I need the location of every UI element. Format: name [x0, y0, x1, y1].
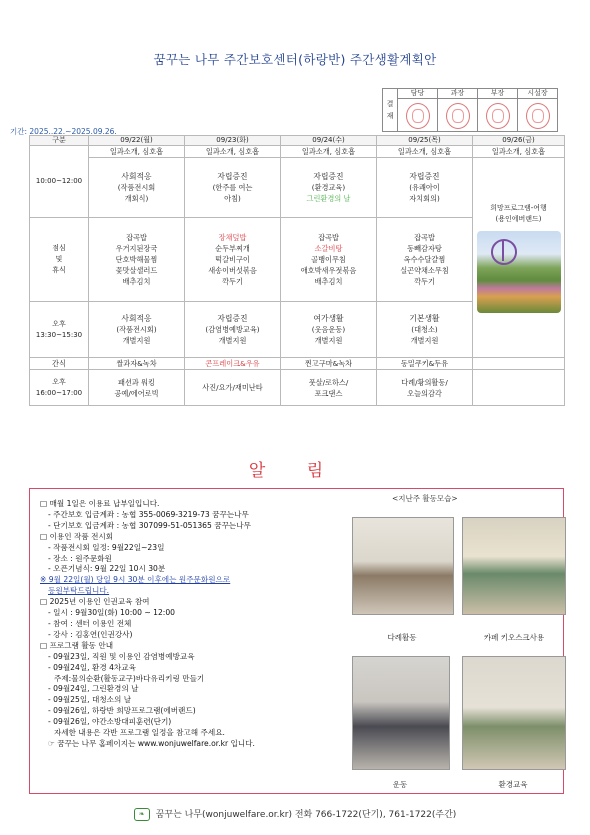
notice-line: 주제:물의순환(활동교구)바다유리키링 만들기	[54, 673, 205, 683]
notice-line: □ 이용인 작품 전시회	[40, 532, 370, 543]
approval-role: 담당	[398, 89, 438, 99]
photos-title: <지난주 활동모습>	[392, 494, 458, 503]
snack-label: 간식	[30, 358, 89, 370]
intro-cell: 일과소개, 심호흡	[281, 146, 377, 158]
notice-line: - 강사 : 김홍연(인권강사)	[48, 629, 133, 639]
lunch-cell: 장채덮밥 순두부찌개 떡갈비구이 새송이버섯볶음 깍두기	[185, 218, 281, 302]
signature-stamp	[486, 103, 510, 129]
notice-line: 등원부탁드립니다.	[48, 586, 110, 596]
friday-trip-cell: 희망프로그램-여행 (용인에버랜드)	[473, 158, 565, 358]
notice-line: ☞ 꿈꾸는 나무 홈페이지는 www.wonjuwelfare.or.kr 입니다.	[48, 738, 255, 748]
amusement-park-photo	[477, 231, 561, 313]
morning-time: 10:00~12:00	[30, 146, 89, 218]
morning-cell: 자립증진 (한주를 여는 아침)	[185, 158, 281, 218]
snack-cell: 찐고구마&녹차	[281, 358, 377, 370]
schedule-corner: 구분	[30, 136, 89, 146]
lunch-cell: 잡곡밥 소갈비탕 골뱅이무침 애호박새우젓볶음 배추김치	[281, 218, 377, 302]
approval-label: 결 재	[383, 89, 398, 132]
photo-caption: 카페 키오스크사용	[483, 633, 545, 642]
photo-caption: 운동	[392, 780, 408, 789]
signature-stamp	[526, 103, 550, 129]
afternoon-label: 오후 13:30~15:30	[30, 302, 89, 358]
notice-line: 자세한 내용은 각반 프로그램 일정을 참고해 주세요.	[54, 728, 225, 738]
intro-cell: 일과소개, 심호흡	[185, 146, 281, 158]
photo-cafe-kiosk	[462, 517, 566, 615]
photo-exercise	[352, 656, 450, 770]
notice-line: - 오픈기념식: 9월 22일 10시 30분	[48, 564, 166, 574]
notice-line: □ 프로그램 활동 안내	[40, 641, 370, 652]
photo-caption: 환경교육	[498, 780, 528, 789]
notice-line: □ 2025년 이용인 인권교육 참여	[40, 597, 370, 608]
footer	[0, 807, 590, 821]
photo-caption: 다례활동	[387, 633, 417, 642]
snack-cell: 쌀과자&녹차	[89, 358, 185, 370]
notice-line: - 09월25일, 대청소의 날	[48, 695, 132, 705]
day-header: 09/23(화)	[185, 136, 281, 146]
morning-cell: 자립증진 (유쾌아이 자치회의)	[377, 158, 473, 218]
late-cell: 풋살/로하스/ 포크댄스	[281, 370, 377, 406]
intro-cell: 일과소개, 심호흡	[377, 146, 473, 158]
notice-line: - 09월26일, 하랑반 희망프로그램(에버랜드)	[48, 706, 196, 716]
notice-line: - 단기보호 입금계좌 : 농협 307099-51-051365 꿈꾸는나무	[48, 520, 251, 530]
notice-line: - 일시 : 9월30일(화) 10:00 ~ 12:00	[48, 608, 176, 618]
day-header: 09/22(월)	[89, 136, 185, 146]
lunch-label: 점심 및 휴식	[30, 218, 89, 302]
weekly-schedule-table	[29, 135, 565, 406]
notice-line: - 09월26일, 야간소방대피훈련(단기)	[48, 717, 172, 727]
day-header: 09/24(수)	[281, 136, 377, 146]
day-header: 09/25(목)	[377, 136, 473, 146]
photo-environment-education	[462, 656, 566, 770]
snack-cell-empty	[473, 358, 565, 370]
approval-box	[382, 88, 558, 132]
morning-cell: 자립증진 (환경교육) 그린환경의 날	[281, 158, 377, 218]
period: 기간: 2025..22.~2025.09.26.	[10, 127, 117, 136]
photo-tea-ceremony	[352, 517, 454, 615]
afternoon-cell: 기본생활 (대청소) 개별지원	[377, 302, 473, 358]
notice-line: ※ 9월 22일(월) 당일 9시 30분 이후에는 원주문화원으로	[40, 575, 231, 585]
notice-line: - 주간보호 입금계좌 : 농협 355-0069-3219-73 꿈꾸는나무	[48, 509, 249, 519]
notice-line: - 09월24일, 그린환경의 날	[48, 684, 139, 694]
signature-stamp	[446, 103, 470, 129]
late-cell: 사진/요가/재미난타	[185, 370, 281, 406]
center-logo-icon: ❧	[134, 808, 150, 821]
notice-line: - 작품전시회 일정: 9월22일~23일	[48, 542, 165, 552]
approval-role: 시설장	[518, 89, 558, 99]
page-title: 꿈꾸는 나무 주간보호센터(하랑반) 주간생활계획안	[153, 52, 437, 67]
intro-cell: 일과소개, 심호흡	[473, 146, 565, 158]
lunch-cell: 잡곡밥 우거지된장국 단호박해물찜 꽃맛살샐러드 배추김치	[89, 218, 185, 302]
snack-cell: 동밀쿠키&두유	[377, 358, 473, 370]
morning-cell: 사회적응 (작품전시회 개회식)	[89, 158, 185, 218]
notice-line: - 참여 : 센터 이용인 전체	[48, 618, 132, 628]
approval-role: 부장	[478, 89, 518, 99]
notice-text	[40, 499, 370, 750]
late-cell-empty	[473, 370, 565, 406]
snack-cell: 콘프레이크&우유	[185, 358, 281, 370]
footer-text: 꿈꾸는 나무(wonjuwelfare.or.kr) 전화 766-1722(단기), 761-1722(주간)	[155, 810, 457, 820]
notice-line: - 09월23일, 직원 및 이용인 감염병예방교육	[48, 651, 195, 661]
notice-title: 알 림	[248, 461, 342, 481]
signature-stamp	[406, 103, 430, 129]
afternoon-cell: 자립증진 (감염병예방교육) 개별지원	[185, 302, 281, 358]
intro-cell: 일과소개, 심호흡	[89, 146, 185, 158]
day-header: 09/26(금)	[473, 136, 565, 146]
notice-line: - 장소 : 원주문화원	[48, 553, 112, 563]
lunch-cell: 잡곡밥 동빼감자탕 옥수수달걀찜 실곤약채소무침 깍두기	[377, 218, 473, 302]
approval-role: 과장	[438, 89, 478, 99]
notice-line: □ 매월 1일은 이용료 납부일입니다.	[40, 499, 370, 510]
late-cell: 패션과 워킹 공예/에어로빅	[89, 370, 185, 406]
notice-line: - 09월24일, 환경 4차교육	[48, 662, 136, 672]
afternoon-cell: 사회적응 (작품전시회) 개별지원	[89, 302, 185, 358]
late-label: 오후 16:00~17:00	[30, 370, 89, 406]
afternoon-cell: 여가생활 (웃음운동) 개별지원	[281, 302, 377, 358]
late-cell: 다례/황의활동/ 오늘의감각	[377, 370, 473, 406]
